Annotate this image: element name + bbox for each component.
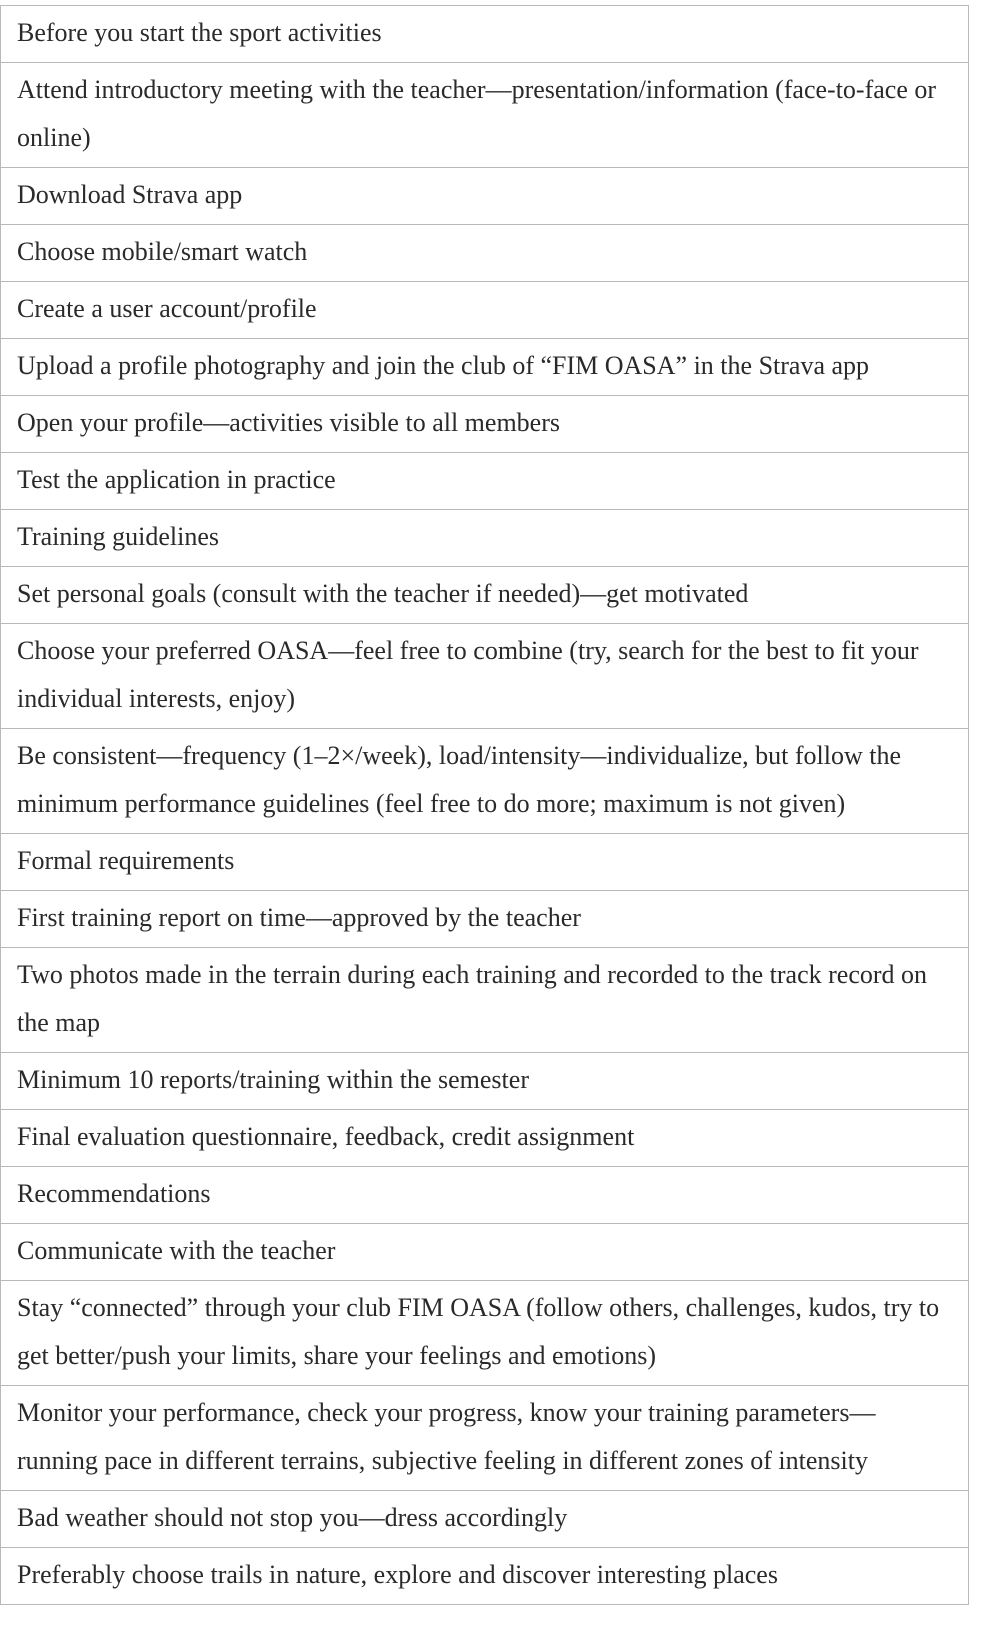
table-row: [1, 567, 969, 624]
section-header-row: [1, 6, 969, 63]
table-row: [1, 729, 969, 834]
table-row: [1, 282, 969, 339]
table-cell: Set personal goals (consult with the teacher if needed)—get motivated: [1, 567, 969, 624]
table-row: [1, 1224, 969, 1281]
guidelines-table-container: [0, 5, 969, 1605]
section-header-cell: Before you start the sport activities: [1, 6, 969, 63]
table-row: [1, 1386, 969, 1491]
guidelines-table: [0, 5, 969, 1605]
table-row: [1, 1110, 969, 1167]
table-cell: Final evaluation questionnaire, feedback, credit assignment: [1, 1110, 969, 1167]
table-cell: Choose your preferred OASA—feel free to combine (try, search for the best to fit your individual interests, enjoy): [1, 624, 969, 729]
table-cell: Two photos made in the terrain during each training and recorded to the track record on the map: [1, 948, 969, 1053]
section-header-row: [1, 1167, 969, 1224]
table-cell: Preferably choose trails in nature, explore and discover interesting places: [1, 1548, 969, 1605]
table-row: [1, 453, 969, 510]
table-row: [1, 63, 969, 168]
table-cell: Minimum 10 reports/training within the semester: [1, 1053, 969, 1110]
table-cell: Open your profile—activities visible to all members: [1, 396, 969, 453]
section-header-cell: Recommendations: [1, 1167, 969, 1224]
table-cell: Attend introductory meeting with the teacher—presentation/information (face-to-face or online): [1, 63, 969, 168]
table-row: [1, 1548, 969, 1605]
table-row: [1, 948, 969, 1053]
table-row: [1, 168, 969, 225]
section-header-row: [1, 834, 969, 891]
table-cell: Create a user account/profile: [1, 282, 969, 339]
table-row: [1, 339, 969, 396]
section-header-row: [1, 510, 969, 567]
section-header-cell: Training guidelines: [1, 510, 969, 567]
table-row: [1, 1491, 969, 1548]
table-cell: Upload a profile photography and join the club of “FIM OASA” in the Strava app: [1, 339, 969, 396]
table-row: [1, 396, 969, 453]
table-cell: Test the application in practice: [1, 453, 969, 510]
table-row: [1, 1281, 969, 1386]
table-row: [1, 891, 969, 948]
table-row: [1, 624, 969, 729]
guidelines-table-body: [1, 6, 969, 1605]
table-cell: Stay “connected” through your club FIM OASA (follow others, challenges, kudos, try to get better/push your limits, share your feelings and emotions): [1, 1281, 969, 1386]
table-cell: Monitor your performance, check your progress, know your training parameters—running pace in different terrains, subjective feeling in different zones of intensity: [1, 1386, 969, 1491]
table-cell: Communicate with the teacher: [1, 1224, 969, 1281]
table-cell: Be consistent—frequency (1–2×/week), load/intensity—individualize, but follow the minimum performance guidelines (feel free to do more; maximum is not given): [1, 729, 969, 834]
section-header-cell: Formal requirements: [1, 834, 969, 891]
table-row: [1, 225, 969, 282]
table-cell: Bad weather should not stop you—dress accordingly: [1, 1491, 969, 1548]
table-cell: First training report on time—approved by the teacher: [1, 891, 969, 948]
table-row: [1, 1053, 969, 1110]
table-cell: Download Strava app: [1, 168, 969, 225]
table-cell: Choose mobile/smart watch: [1, 225, 969, 282]
